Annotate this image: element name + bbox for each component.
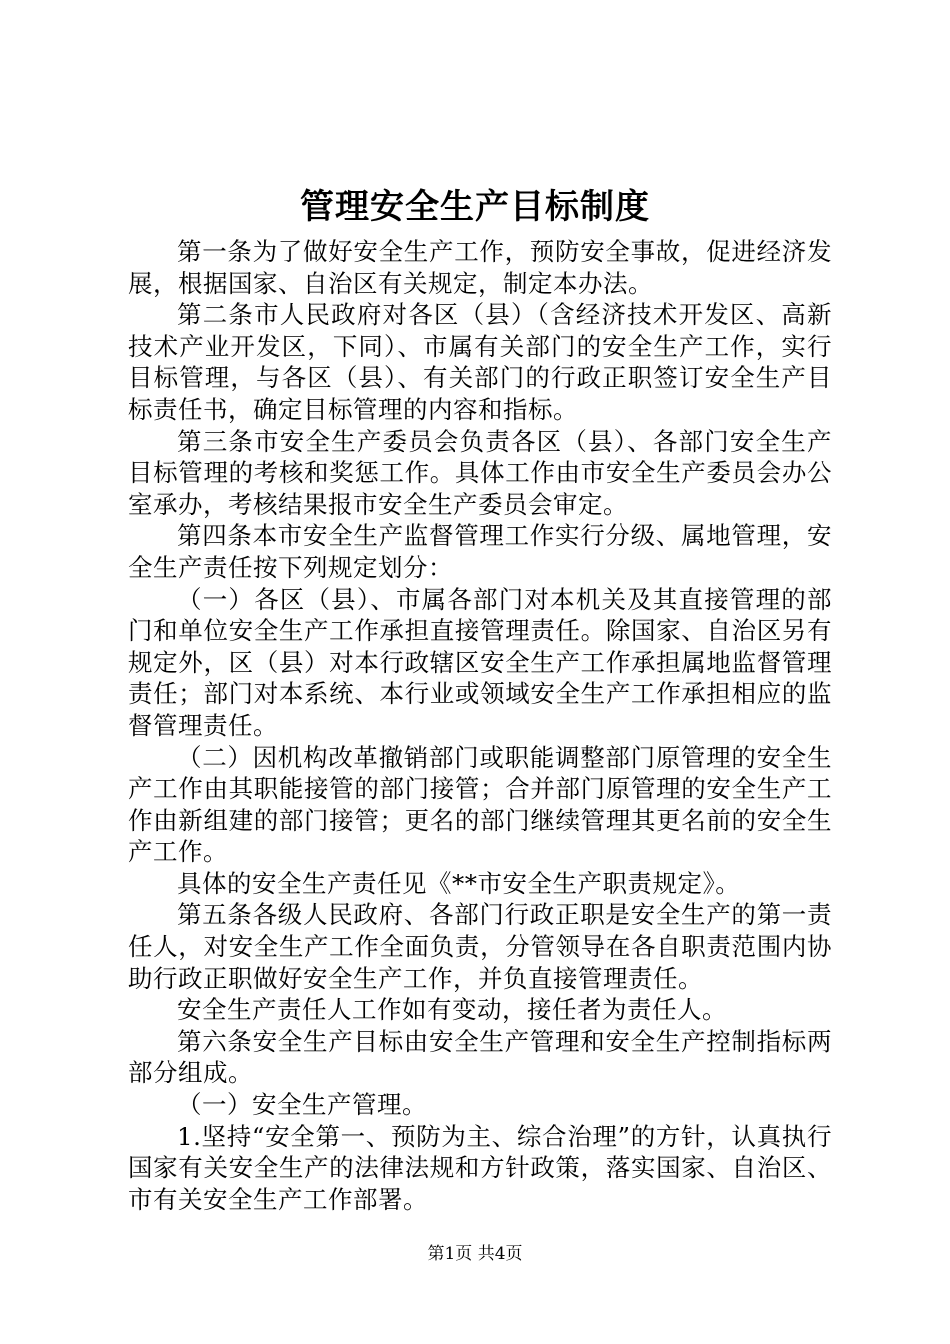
document-title: 管理安全生产目标制度 — [300, 187, 650, 227]
page-footer: 第1页 共4页 — [427, 1244, 523, 1264]
paragraph-article-6: 第六条安全生产目标由安全生产管理和安全生产控制指标两部分组成。 — [128, 1026, 832, 1088]
paragraph-article-2: 第二条市人民政府对各区（县）（含经济技术开发区、高新技术产业开发区，下同）、市属有关部门的安全生产工作，实行目标管理，与各区（县）、有关部门的行政正职签订安全生产目标责任书，确定目标管理的内容和指标。 — [128, 300, 832, 424]
paragraph-article-4-item-2: （二）因机构改革撤销部门或职能调整部门原管理的安全生产工作由其职能接管的部门接管；合并部门原管理的安全生产工作由新组建的部门接管；更名的部门继续管理其更名前的安全生产工作。 — [128, 742, 832, 867]
paragraph-responsibility-reference: 具体的安全生产责任见《**市安全生产职责规定》。 — [177, 868, 741, 898]
paragraph-article-5: 第五条各级人民政府、各部门行政正职是安全生产的第一责任人，对安全生产工作全面负责，分管领导在各自职责范围内协助行政正职做好安全生产工作，并负直接管理责任。 — [128, 900, 832, 993]
paragraph-article-4: 第四条本市安全生产监督管理工作实行分级、属地管理，安全生产责任按下列规定划分： — [128, 521, 832, 582]
paragraph-article-3: 第三条市安全生产委员会负责各区（县）、各部门安全生产目标管理的考核和奖惩工作。具体工作由市安全生产委员会办公室承办，考核结果报市安全生产委员会审定。 — [128, 426, 832, 519]
paragraph-article-6-item-1: （一）安全生产管理。 — [177, 1090, 427, 1120]
document-body — [128, 236, 832, 1215]
paragraph-article-4-item-1: （一）各区（县）、市属各部门对本机关及其直接管理的部门和单位安全生产工作承担直接管理责任。除国家、自治区另有规定外，区（县）对本行政辖区安全生产工作承担属地监督管理责任；部门对本系统、本行业或领域安全生产工作承担相应的监督管理责任。 — [128, 584, 832, 740]
paragraph-successor-note: 安全生产责任人工作如有变动，接任者为责任人。 — [177, 995, 727, 1025]
paragraph-article-6-point-1: 1.坚持“安全第一、预防为主、综合治理”的方针，认真执行国家有关安全生产的法律法规和方针政策，落实国家、自治区、市有关安全生产工作部署。 — [128, 1121, 832, 1214]
paragraph-article-1: 第一条为了做好安全生产工作，预防安全事故，促进经济发展，根据国家、自治区有关规定，制定本办法。 — [128, 237, 832, 298]
